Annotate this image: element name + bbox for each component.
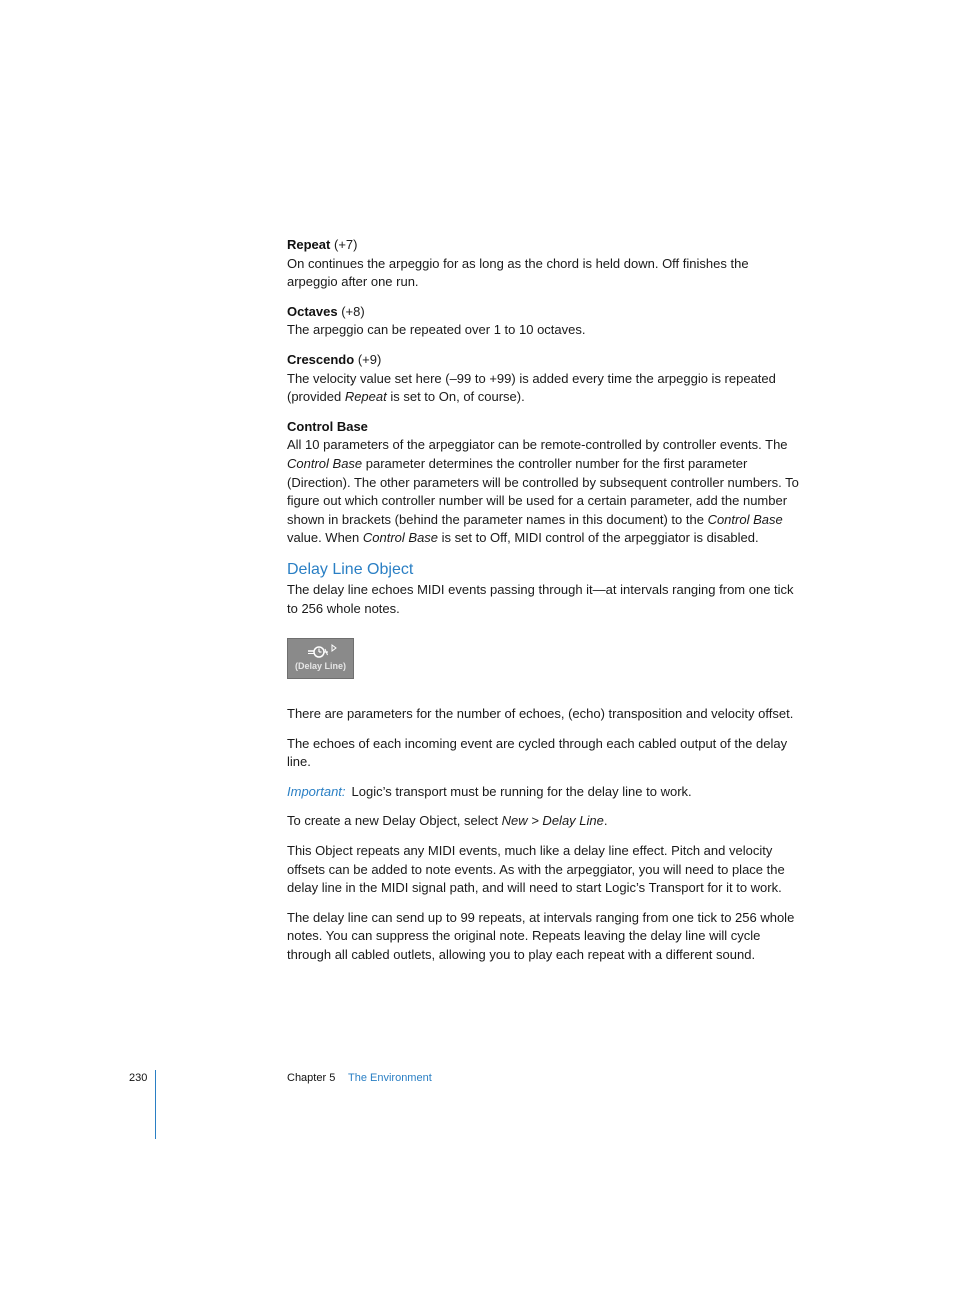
menu-path: New > Delay Line	[501, 813, 604, 829]
section-paragraph: The delay line can send up to 99 repeats, at intervals ranging from one tick to 256 whole notes. You can suppress the original note. Repeats leaving the delay line will cycle through all cabled outlets, allowing you to play each repeat with a different sound.	[287, 909, 795, 963]
param-crescendo	[287, 351, 799, 407]
desc-text: is set to On, of course).	[386, 389, 525, 405]
param-description	[287, 436, 799, 548]
param-number: (+8)	[341, 303, 365, 319]
chapter-title: The Environment	[348, 1072, 432, 1084]
desc-italic: Control Base	[707, 511, 783, 527]
param-name: Control Base	[287, 418, 368, 434]
section-paragraph: This Object repeats any MIDI events, much like a delay line effect. Pitch and velocity offsets can be added to note events. As with the arpeggiator, you will need to place the delay line in the MIDI signal path, and will need to start Logic’s Transport for it to work.	[287, 843, 785, 896]
chapter-label: Chapter 5	[287, 1072, 336, 1084]
important-note	[287, 783, 799, 802]
page-number: 230	[129, 1072, 148, 1084]
param-repeat	[287, 236, 799, 292]
param-description: On continues the arpeggio for as long as the chord is held down. Off finishes the arpeggio after one run.	[287, 255, 749, 290]
section-intro: The delay line echoes MIDI events passing through it—at intervals ranging from one tick to 256 whole notes.	[287, 581, 794, 616]
create-instruction	[287, 812, 799, 831]
desc-text: The velocity value set here (–99 to +99) is added every time the arpeggio is repeated (provided	[287, 370, 776, 405]
icon-label: (Delay Line)	[294, 661, 346, 672]
param-description: The arpeggio can be repeated over 1 to 10 octaves.	[287, 322, 586, 338]
desc-italic: Control Base	[287, 455, 363, 471]
param-heading	[287, 236, 799, 255]
param-control-base	[287, 418, 799, 548]
param-heading	[287, 303, 799, 322]
param-heading	[287, 418, 799, 437]
important-label: Important:	[287, 783, 346, 799]
create-text: To create a new Delay Object, select	[287, 813, 502, 829]
delay-line-object-icon	[287, 638, 354, 679]
param-number: (+7)	[333, 237, 358, 252]
delay-line-icon	[306, 643, 338, 659]
section-paragraph: The echoes of each incoming event are cycled through each cabled output of the delay line.	[287, 735, 788, 770]
desc-text: All 10 parameters of the arpeggiator can be remote-controlled by controller events. The	[287, 437, 788, 453]
param-name: Crescendo	[287, 351, 355, 367]
desc-italic: Control Base	[362, 530, 439, 546]
desc-italic: Repeat	[344, 389, 387, 405]
desc-text: value. When	[287, 530, 363, 546]
desc-text: is set to Off, MIDI control of the arpeggiator is disabled.	[438, 530, 759, 546]
param-heading	[287, 351, 799, 370]
section-paragraph: There are parameters for the number of echoes, (echo) transposition and velocity offset.	[287, 706, 794, 722]
footer-rule	[155, 1070, 156, 1139]
param-octaves	[287, 303, 799, 340]
param-name: Repeat	[287, 237, 331, 252]
page-content	[287, 236, 799, 976]
desc-text: parameter determines the controller number for the first parameter (Direction). The other parameters will be controlled by subsequent controller numbers. To figure out which controller number will be used for a certain parameter, add the number shown in brackets (behind the parameter names in this document) to the	[287, 455, 799, 527]
important-text: Logic’s transport must be running for the delay line to work.	[351, 783, 692, 799]
section-heading: Delay Line Object	[287, 560, 414, 578]
create-text: .	[603, 813, 608, 829]
param-description	[287, 370, 799, 407]
param-name: Octaves	[287, 303, 338, 319]
param-number: (+9)	[357, 351, 382, 367]
